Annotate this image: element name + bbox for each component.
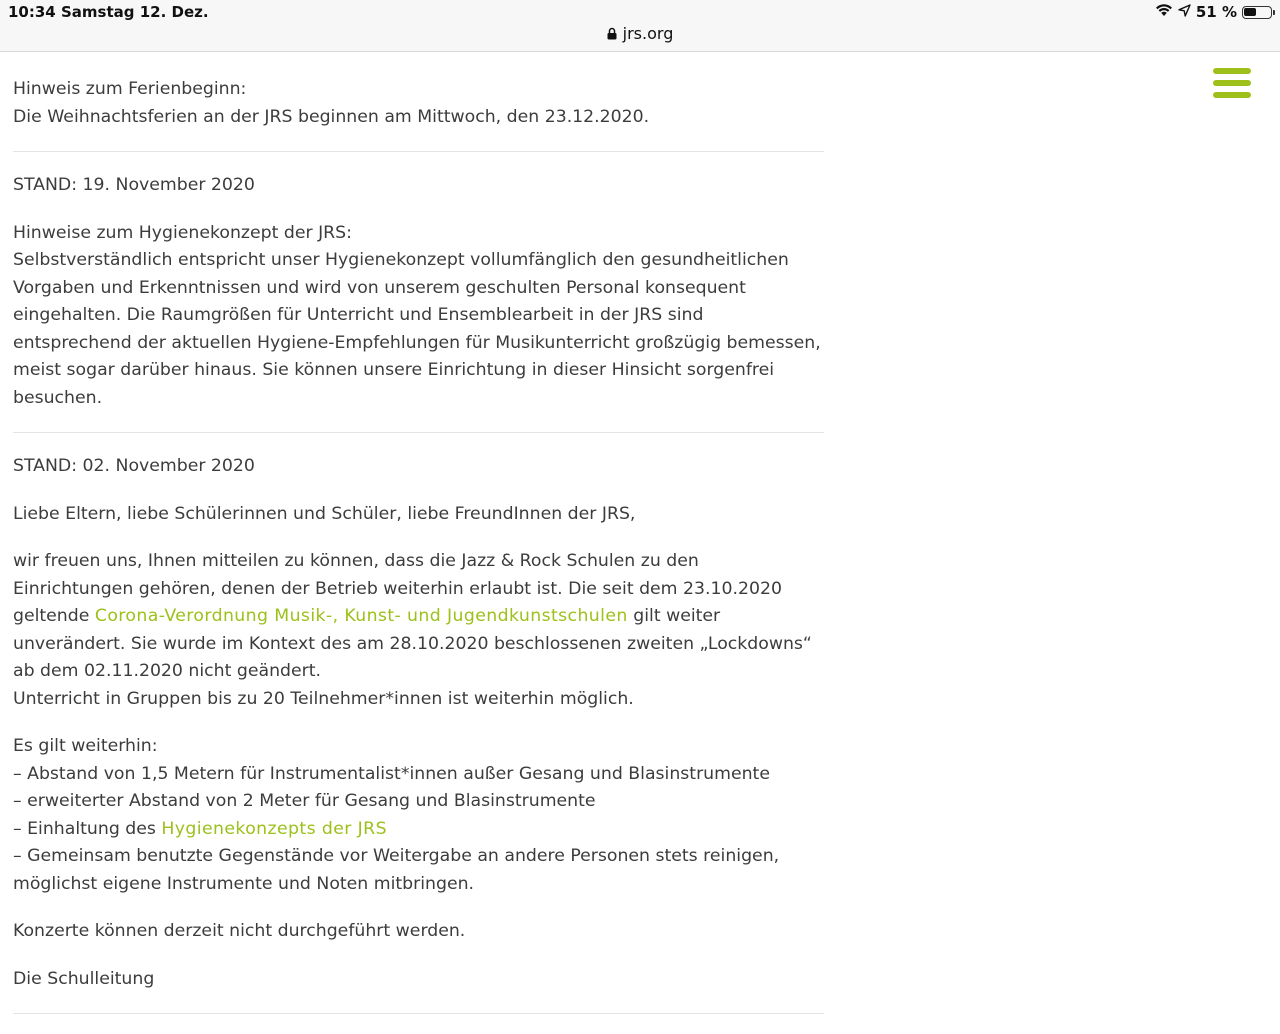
battery-level-fill bbox=[1244, 8, 1256, 16]
rule-item-text: – Einhaltung des bbox=[13, 818, 162, 839]
menu-bar-icon bbox=[1213, 92, 1251, 98]
article-content bbox=[13, 76, 824, 1034]
announcement-text-continued: gilt weiter unverändert. Sie wurde im Kontext des am 28.10.2020 beschlossenen zweiten „Lockdowns“ ab dem 02.11.2020 nicht geändert. bbox=[13, 606, 812, 681]
battery-percent: 51 % bbox=[1195, 3, 1237, 21]
status-date: Samstag 12. Dez. bbox=[61, 3, 209, 21]
notice-title: Hinweis zum Ferienbeginn: bbox=[13, 79, 247, 99]
announcement-paragraph bbox=[13, 548, 824, 686]
status-time: 10:34 bbox=[8, 3, 56, 21]
battery-icon bbox=[1242, 6, 1272, 19]
rule-item: – erweiterter Abstand von 2 Meter für Gesang und Blasinstrumente bbox=[13, 791, 596, 811]
lock-icon bbox=[607, 25, 617, 44]
section2-stand: STAND: 02. November 2020 bbox=[13, 456, 255, 476]
menu-bar-icon bbox=[1213, 68, 1251, 74]
rule-item bbox=[13, 816, 824, 844]
wifi-icon bbox=[1155, 3, 1173, 21]
section1-stand: STAND: 19. November 2020 bbox=[13, 175, 255, 195]
rule-item: – Gemeinsam benutzte Gegenstände vor Weitergabe an andere Personen stets reinigen, möglichst eigene Instrumente und Noten mitbringen. bbox=[13, 846, 780, 894]
menu-bar-icon bbox=[1213, 80, 1251, 86]
greeting: Liebe Eltern, liebe Schülerinnen und Schüler, liebe FreundInnen der JRS, bbox=[13, 503, 636, 524]
hygienekonzept-link[interactable]: Hygienekonzepts der JRS bbox=[161, 818, 387, 839]
corona-verordnung-link[interactable]: Corona-Verordnung Musik-, Kunst- und Jugendkunstschulen bbox=[94, 606, 628, 626]
rule-item: – Abstand von 1,5 Metern für Instrumentalist*innen außer Gesang und Blasinstrumente bbox=[13, 763, 770, 784]
signature: Die Schulleitung bbox=[13, 968, 155, 989]
rules-title: Es gilt weiterhin: bbox=[13, 736, 158, 756]
hamburger-menu-button[interactable] bbox=[1213, 68, 1253, 100]
notice-text: Die Weihnachtsferien an der JRS beginnen am Mittwoch, den 23.12.2020. bbox=[13, 106, 650, 127]
section1-heading: Hinweise zum Hygienekonzept der JRS: bbox=[13, 222, 352, 243]
group-lessons-note: Unterricht in Gruppen bis zu 20 Teilnehmer*innen ist weiterhin möglich. bbox=[13, 688, 634, 709]
location-arrow-icon bbox=[1178, 3, 1191, 21]
address-bar[interactable] bbox=[0, 24, 1280, 44]
divider bbox=[13, 1013, 824, 1014]
section1-body: Selbstverständlich entspricht unser Hygienekonzept vollumfänglich den gesundheitlichen Vorgaben und Erkenntnissen und wird von unserem geschulten Personal konsequent eingehalten. Die Raumgrößen für Unterricht und Ensemblearbeit in der JRS sind entsprechend der aktuellen Hygiene-Empfehlungen für Musikunterricht großzügig bemessen, meist sogar darüber hinaus. Sie können unsere Einrichtung in dieser Hinsicht sorgenfrei besuchen. bbox=[13, 250, 821, 408]
browser-status-bar bbox=[0, 0, 1280, 52]
divider bbox=[13, 432, 824, 433]
url-domain[interactable]: jrs.org bbox=[622, 24, 674, 43]
divider bbox=[13, 151, 824, 152]
status-indicators bbox=[1155, 3, 1272, 21]
announcement-text: wir freuen uns, Ihnen mitteilen zu können, dass die Jazz & Rock Schulen zu den Einrichtungen gehören, denen der Betrieb weiterhin erlaubt ist. Die seit dem 23.10.2020 geltende bbox=[13, 551, 782, 626]
concerts-note: Konzerte können derzeit nicht durchgeführt werden. bbox=[13, 921, 466, 941]
